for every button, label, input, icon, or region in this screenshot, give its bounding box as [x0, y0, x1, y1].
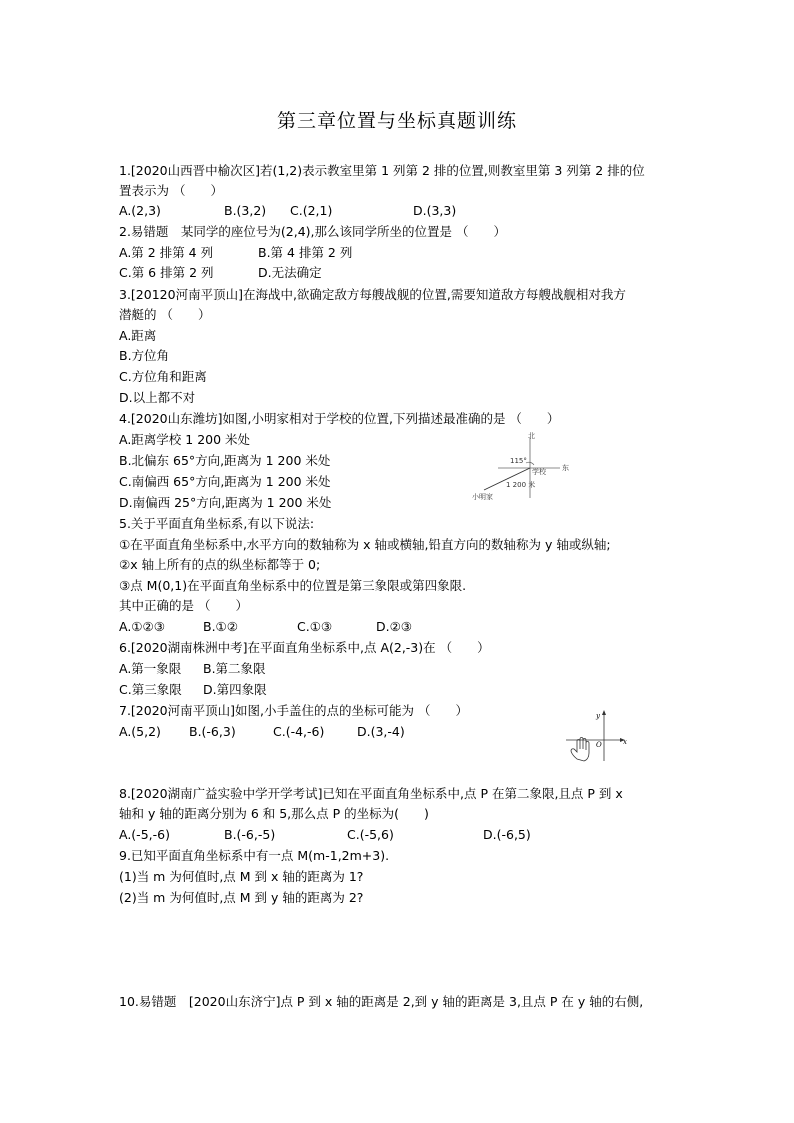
q5-option-b: B.①②: [203, 619, 238, 634]
q7-option-a: A.(5,2): [119, 724, 161, 739]
q3-stem-line2: 潜艇的 （ ）: [119, 307, 211, 322]
q4-option-b: B.北偏东 65°方向,距离为 1 200 米处: [119, 453, 331, 468]
q8-option-d: D.(-6,5): [483, 827, 531, 842]
q7-option-c: C.(-4,-6): [273, 724, 325, 739]
origin-label: O: [596, 741, 602, 749]
q1-option-a: A.(2,3): [119, 203, 161, 218]
q8-option-c: C.(-5,6): [347, 827, 394, 842]
q9-stem: 9.已知平面直角坐标系中有一点 M(m-1,2m+3).: [119, 848, 390, 863]
distance-label: 1 200 米: [506, 481, 536, 489]
q4-stem: 4.[2020山东潍坊]如图,小明家相对于学校的位置,下列描述最准确的是 （ ）: [119, 411, 560, 426]
q5-ask: 其中正确的是 （ ）: [119, 598, 248, 613]
q2-option-d: D.无法确定: [258, 265, 322, 280]
q7-axes-figure: [562, 707, 636, 765]
school-label: 学校: [532, 468, 546, 476]
q5-option-d: D.②③: [376, 619, 413, 634]
q4-direction-figure: [468, 430, 578, 502]
q3-option-c: C.方位角和距离: [119, 369, 207, 384]
y-axis-arrow: [602, 710, 606, 715]
q4-option-d: D.南偏西 25°方向,距离为 1 200 米处: [119, 495, 332, 510]
hand-icon: [571, 738, 589, 762]
q9-part-2: (2)当 m 为何值时,点 M 到 y 轴的距离为 2?: [119, 890, 364, 905]
q7-option-b: B.(-6,3): [189, 724, 236, 739]
q2-option-a: A.第 2 排第 4 列: [119, 245, 214, 260]
q8-stem-line1: 8.[2020湖南广益实验中学开学考试]已知在平面直角坐标系中,点 P 在第二象限,且点 P 到 x: [119, 786, 623, 801]
angle-label: 115°: [510, 457, 527, 465]
q8-option-a: A.(-5,-6): [119, 827, 170, 842]
q2-stem: 2.易错题 某同学的座位号为(2,4),那么该同学所坐的位置是 （ ）: [119, 224, 507, 239]
q1-option-d: D.(3,3): [413, 203, 457, 218]
q1-stem-line1: 1.[2020山西晋中榆次区]若(1,2)表示教室里第 1 列第 2 排的位置,则教室里第 3 列第 2 排的位: [119, 163, 645, 178]
q4-option-a: A.距离学校 1 200 米处: [119, 432, 251, 447]
q3-option-a: A.距离: [119, 328, 157, 343]
q6-option-a: A.第一象限: [119, 661, 182, 676]
q3-option-b: B.方位角: [119, 348, 170, 363]
q1-stem-line2: 置表示为 （ ）: [119, 183, 223, 198]
q10-stem: 10.易错题 [2020山东济宁]点 P 到 x 轴的距离是 2,到 y 轴的距离是 3,且点 P 在 y 轴的右侧,: [119, 994, 644, 1009]
x-label: x: [623, 738, 627, 746]
q5-option-c: C.①③: [297, 619, 333, 634]
east-label: 东: [562, 464, 569, 472]
q6-option-d: D.第四象限: [203, 682, 267, 697]
q3-option-d: D.以上都不对: [119, 390, 196, 405]
q3-stem-line1: 3.[20120河南平顶山]在海战中,欲确定敌方每艘战舰的位置,需要知道敌方每艘战舰相对我方: [119, 287, 626, 302]
q7-stem: 7.[2020河南平顶山]如图,小手盖住的点的坐标可能为 （ ）: [119, 703, 468, 718]
page-title: 第三章位置与坐标真题训练: [276, 110, 517, 132]
q6-stem: 6.[2020湖南株洲中考]在平面直角坐标系中,点 A(2,-3)在 （ ）: [119, 640, 490, 655]
q6-option-c: C.第三象限: [119, 682, 182, 697]
q2-option-b: B.第 4 排第 2 列: [258, 245, 353, 260]
north-label: 北: [528, 432, 535, 440]
q8-option-b: B.(-6,-5): [224, 827, 276, 842]
q1-option-c: C.(2,1): [290, 203, 333, 218]
q1-option-b: B.(3,2): [224, 203, 267, 218]
q5-statement-2: ②x 轴上所有的点的纵坐标都等于 0;: [119, 557, 321, 572]
q9-part-1: (1)当 m 为何值时,点 M 到 x 轴的距离为 1?: [119, 869, 364, 884]
q5-stem: 5.关于平面直角坐标系,有以下说法:: [119, 516, 315, 531]
q2-option-c: C.第 6 排第 2 列: [119, 265, 214, 280]
q5-statement-3: ③点 M(0,1)在平面直角坐标系中的位置是第三象限或第四象限.: [119, 578, 467, 593]
q5-statement-1: ①在平面直角坐标系中,水平方向的数轴称为 x 轴或横轴,铅直方向的数轴称为 y 轴或纵轴;: [119, 537, 611, 552]
home-label: 小明家: [472, 493, 493, 501]
q4-option-c: C.南偏西 65°方向,距离为 1 200 米处: [119, 474, 331, 489]
q7-option-d: D.(3,-4): [357, 724, 405, 739]
y-label: y: [596, 712, 600, 720]
q6-option-b: B.第二象限: [203, 661, 266, 676]
q8-stem-line2: 轴和 y 轴的距离分别为 6 和 5,那么点 P 的坐标为( ): [119, 806, 429, 821]
q5-option-a: A.①②③: [119, 619, 165, 634]
